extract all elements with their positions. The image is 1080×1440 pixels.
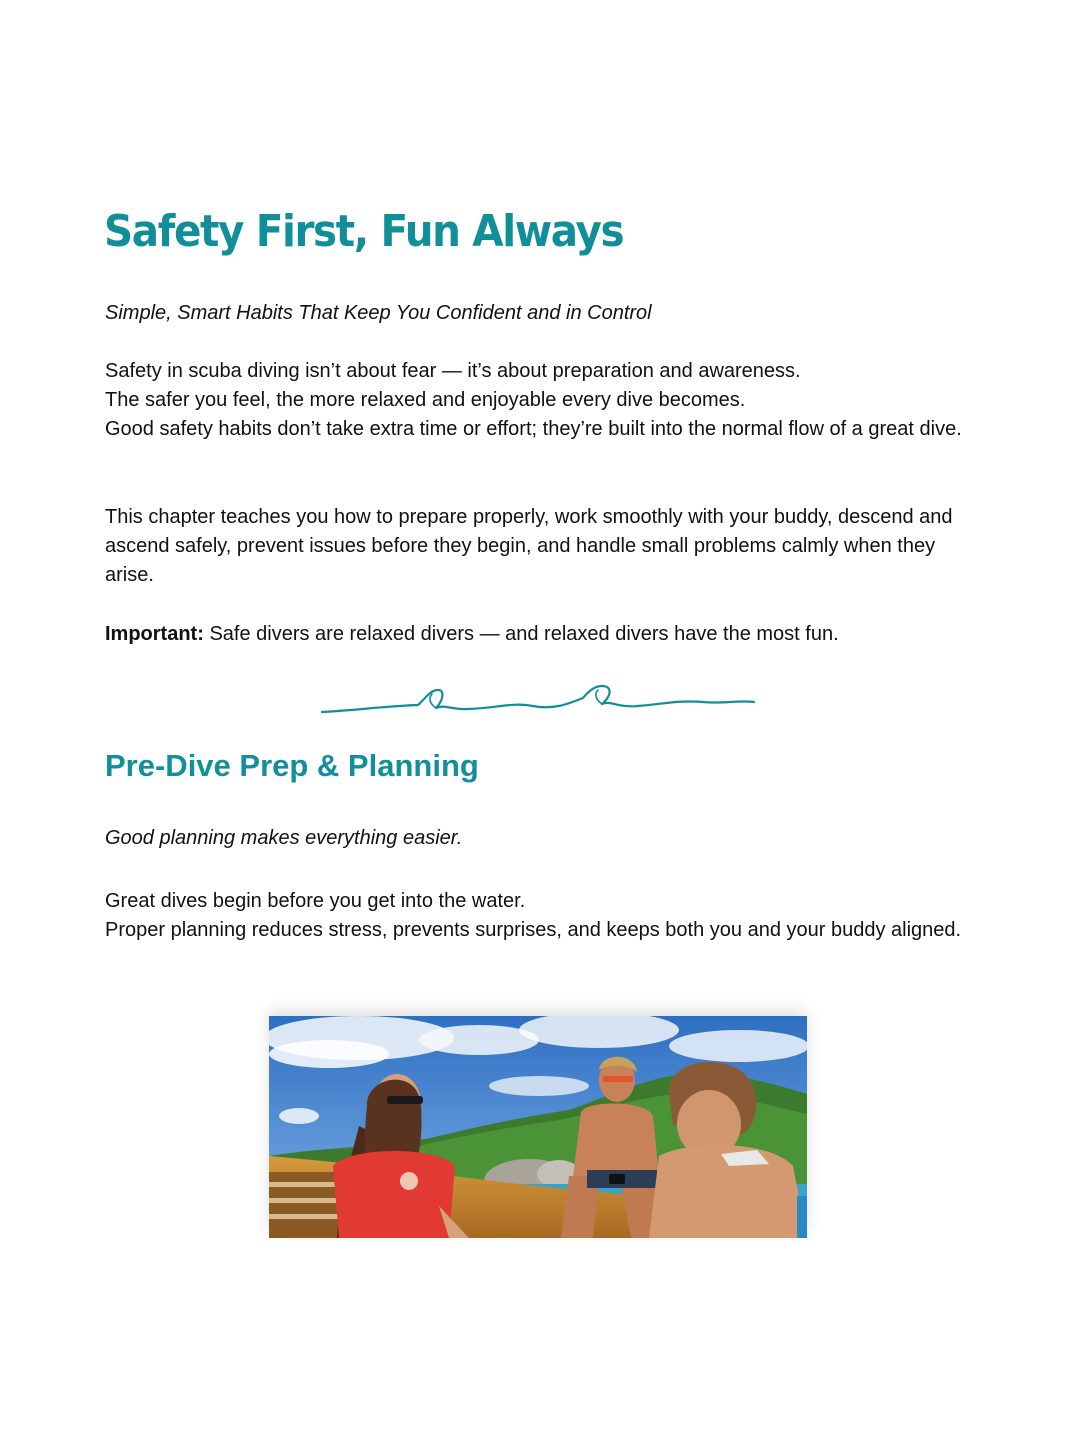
- important-note: [105, 620, 985, 649]
- overview-paragraph: [105, 503, 985, 590]
- important-text: Safe divers are relaxed divers — and relaxed divers have the most fun.: [203, 623, 839, 645]
- section-line: Proper planning reduces stress, prevents surprises, and keeps both you and your buddy aligned.: [105, 919, 962, 941]
- wave-divider-icon: [318, 680, 758, 720]
- chapter-title: Safety First, Fun Always: [104, 206, 624, 257]
- intro-line: The safer you feel, the more relaxed and enjoyable every dive becomes.: [105, 389, 746, 411]
- overview-text: This chapter teaches you how to prepare properly, work smoothly with your buddy, descend and ascend safely, prevent issues before they begin, and handle small problems calmly when they arise.: [105, 506, 953, 586]
- divers-on-boat-photo: [269, 1016, 807, 1238]
- section-subtitle: Good planning makes everything easier.: [105, 827, 463, 849]
- section-line: Great dives begin before you get into the water.: [105, 890, 526, 912]
- intro-line: Good safety habits don’t take extra time or effort; they’re built into the normal flow of a great dive.: [105, 418, 962, 440]
- intro-paragraph: [105, 357, 985, 444]
- important-label: Important:: [105, 623, 204, 645]
- chapter-subtitle: Simple, Smart Habits That Keep You Confident and in Control: [105, 302, 652, 324]
- section-title: Pre-Dive Prep & Planning: [105, 748, 479, 783]
- intro-line: Safety in scuba diving isn’t about fear — it’s about preparation and awareness.: [105, 360, 801, 382]
- section-paragraph: [105, 887, 985, 945]
